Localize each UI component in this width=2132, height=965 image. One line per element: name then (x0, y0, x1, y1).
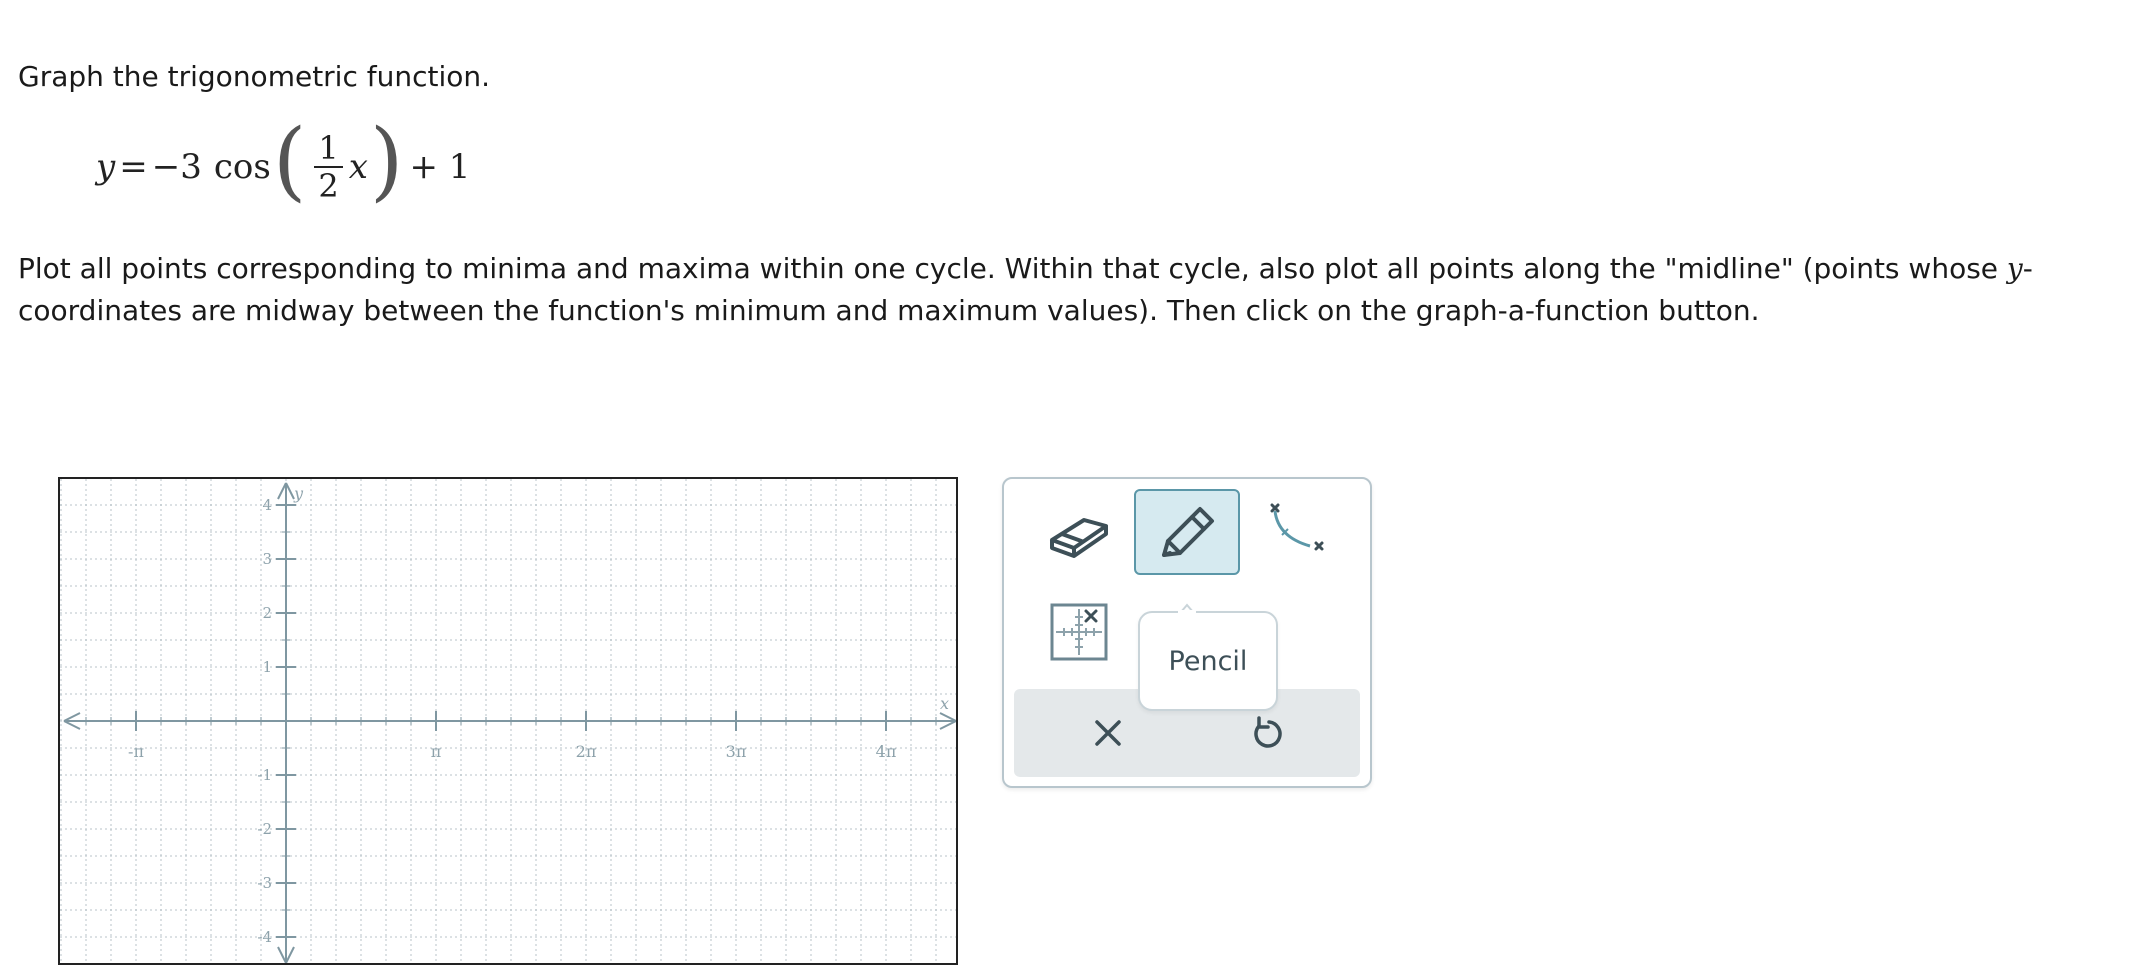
x-tick-label: π (430, 742, 442, 761)
left-paren: ( (272, 111, 307, 211)
instructions (18, 248, 2098, 332)
graph-function-tool[interactable] (1244, 489, 1350, 575)
y-tick-label: 3 (262, 550, 272, 568)
x-axis-label: x (940, 694, 950, 713)
y-tick-label: -3 (257, 874, 272, 892)
instructions-text-2: -coordinates are midway between the function's minimum and maximum values). Then click on the graph-a-function button. (18, 252, 2033, 327)
coordinate-plane[interactable] (60, 479, 958, 965)
tooltip-arrow-mask (1178, 610, 1196, 614)
equation-fraction (314, 130, 342, 204)
x-tick-label: 4π (875, 742, 897, 761)
clear-button[interactable] (1078, 703, 1138, 763)
graph-function-icon (1262, 497, 1332, 567)
axes (64, 483, 956, 963)
equation (96, 112, 470, 222)
equation-func: cos (213, 147, 271, 187)
eraser-tool[interactable] (1026, 489, 1132, 575)
tool-tooltip: Pencil (1138, 611, 1278, 711)
x-tick-label: 3π (725, 742, 747, 761)
undo-icon (1249, 714, 1287, 752)
y-axis-label: y (294, 484, 304, 503)
x-tick-label: -π (128, 742, 144, 761)
equation-tail: + 1 (409, 147, 471, 187)
point-tool[interactable] (1026, 589, 1132, 675)
fraction-denominator: 2 (318, 167, 339, 205)
y-tick-label: -2 (257, 820, 272, 838)
y-tick-label: 2 (262, 604, 272, 622)
eraser-icon (1044, 504, 1114, 560)
undo-button[interactable] (1238, 703, 1298, 763)
graph-toolbar (1002, 477, 1372, 788)
x-tick-label: 2π (575, 742, 597, 761)
graph-area[interactable] (58, 477, 958, 965)
instructions-text-1: Plot all points corresponding to minima and maxima within one cycle. Within that cycle, also plot all points along the "midline" (points whose (18, 252, 1999, 285)
equation-equals: = (119, 147, 148, 187)
instructions-variable: y (2006, 252, 2023, 285)
equation-lhs: y (96, 147, 116, 187)
close-icon (1091, 716, 1125, 750)
y-tick-label: -4 (257, 928, 272, 946)
pencil-tool[interactable] (1134, 489, 1240, 575)
equation-coef: −3 (151, 147, 202, 187)
question-prompt: Graph the trigonometric function. (18, 60, 491, 93)
equation-var: x (348, 147, 368, 187)
y-tick-label: -1 (257, 766, 272, 784)
y-tick-label: 1 (262, 658, 272, 676)
point-grid-icon (1048, 601, 1110, 663)
right-paren: ) (369, 111, 404, 211)
fraction-numerator: 1 (314, 130, 342, 168)
pencil-icon (1156, 501, 1218, 563)
y-tick-label: 4 (262, 496, 272, 514)
